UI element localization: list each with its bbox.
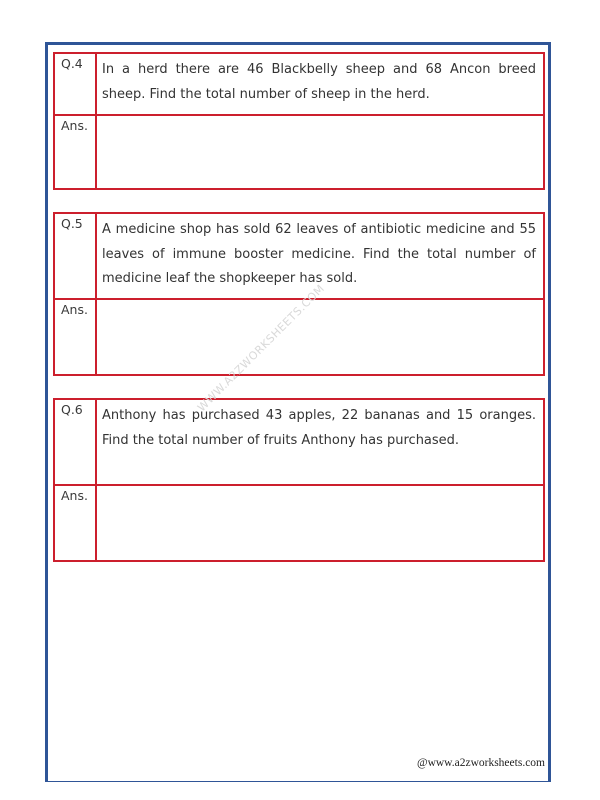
watermark: WWW.A2ZWORKSHEETS.COM (195, 281, 328, 415)
question-text: A medicine shop has sold 62 leaves of antibiotic medicine and 55 leaves of immune booster medicine. Find the total number of medicine leaf the shopkeeper has sold. (102, 222, 536, 286)
question-text: In a herd there are 46 Blackbelly sheep and 68 Ancon breed sheep. Find the total number of sheep in the herd. (102, 62, 536, 102)
footer-website: @www.a2zworksheets.com (416, 757, 545, 769)
answer-row (55, 116, 543, 188)
question-card-q5 (53, 212, 545, 376)
question-number: Q.6 (55, 400, 97, 484)
question-row (55, 214, 543, 300)
question-number: Q.4 (55, 54, 97, 114)
question-card-q6 (53, 398, 545, 562)
answer-space[interactable] (97, 486, 543, 560)
answer-row (55, 486, 543, 560)
answer-label: Ans. (55, 486, 97, 560)
question-number: Q.5 (55, 214, 97, 298)
question-row (55, 54, 543, 116)
answer-label: Ans. (55, 300, 97, 374)
question-row (55, 400, 543, 486)
answer-space[interactable] (97, 300, 543, 374)
question-text: Anthony has purchased 43 apples, 22 bananas and 15 oranges. Find the total number of fruits Anthony has purchased. (102, 408, 536, 448)
question-card-q4 (53, 52, 545, 190)
answer-label: Ans. (55, 116, 97, 188)
answer-space[interactable] (97, 116, 543, 188)
